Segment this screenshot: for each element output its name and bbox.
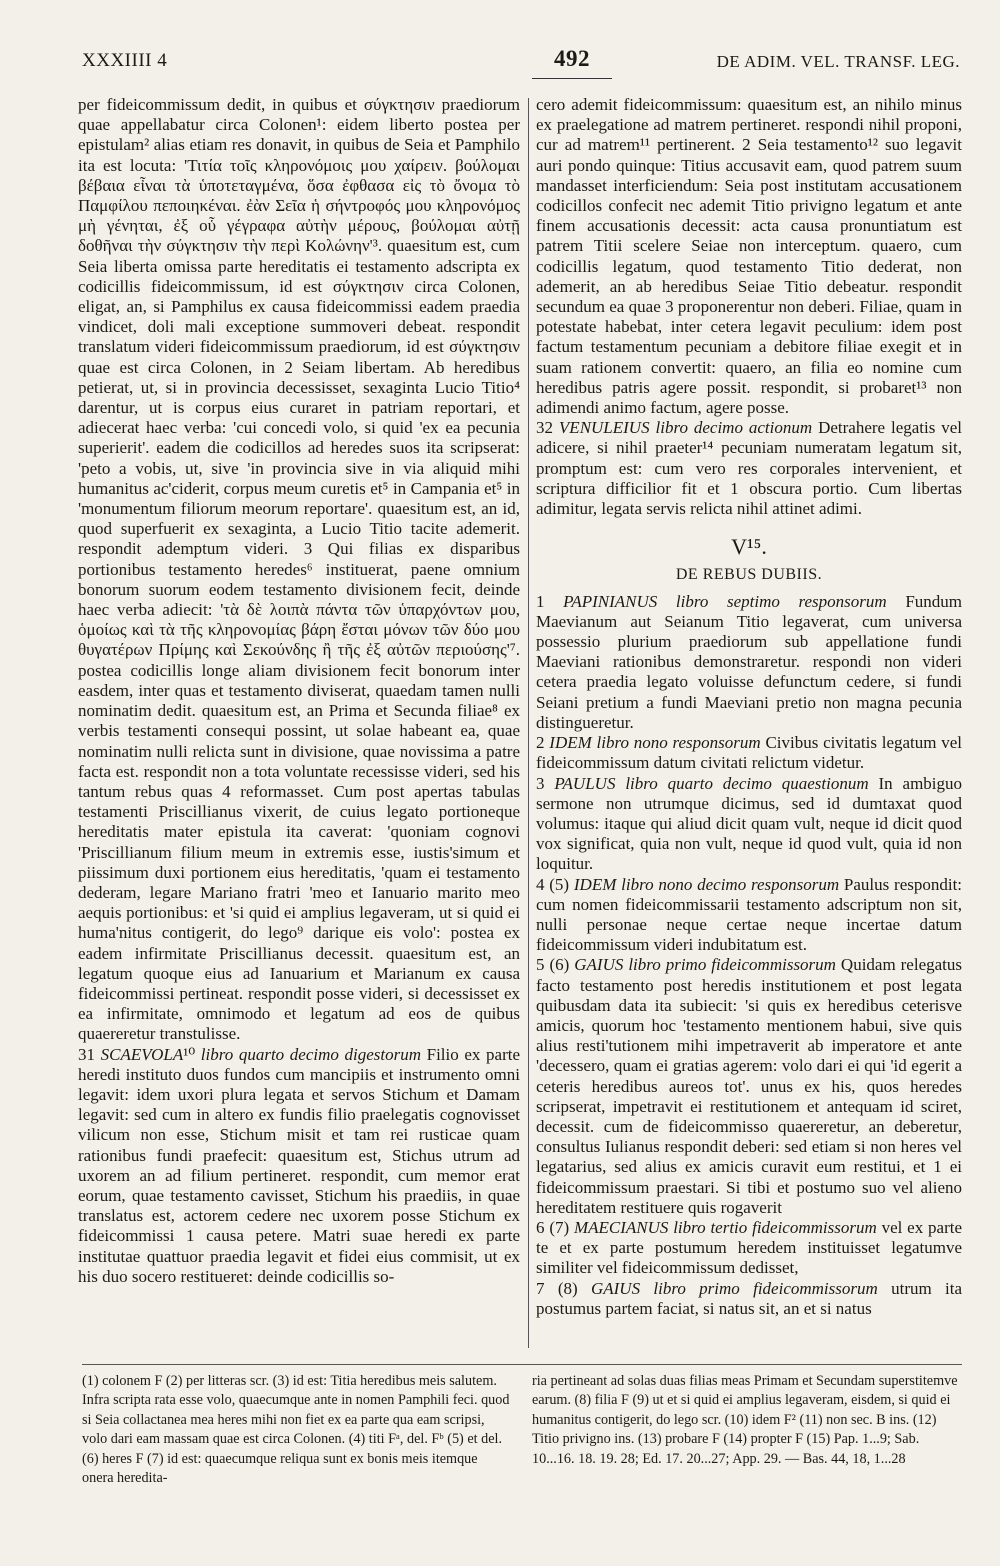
fragment-3-number: 3 (536, 773, 545, 793)
fragment-7-number: 7 (8) (536, 1278, 578, 1298)
fragment-1-text: Fundum Maevianum aut Seianum Titio legaverat, cum universa possessio plurium praediorum sub appellatione fundi Maeviani rationibus demonstraretur. respondi non videri cetera praedia legato voluisse defunctum cedere, si fundi Seiani pretium a fundi Maeviani pretio non magna pecunia distingueretur. (536, 591, 962, 732)
right-column (536, 95, 962, 1360)
section-31-work: libro quarto decimo digestorum (200, 1044, 421, 1064)
page-number: 492 (554, 46, 590, 71)
fragment-6-author: MAECIANUS (573, 1217, 669, 1237)
fragment-7-text: utrum ita postumus partem faciat, si natus sit, an et si natus (536, 1278, 962, 1318)
fragment-6-number: 6 (7) (536, 1217, 570, 1237)
footnotes-left-text: (1) colonem F (2) per litteras scr. (3) id est: Titia heredibus meis salutem. Infra scripta rata esse volo, quaecumque ante in nomen Pamphili feci. quod si Seia collactanea mea heres mihi non fiet ex ea parte qua eam scripsi, volo dari eam massam quae est circa Colonen. (4) titi Fᵃ, del. Fᵇ (5) et del. (6) heres F (7) id est: quaecumque reliqua sunt ex bonis meis itemque onera heredita- (82, 1373, 510, 1487)
page-number-rule (532, 78, 612, 79)
fragment-1-author: PAPINIANUS (563, 591, 658, 611)
running-header (82, 44, 960, 84)
fragment-3-work: libro quarto decimo quaestionum (625, 773, 869, 793)
fragment-1-number: 1 (536, 591, 545, 611)
right-column-text: cero ademit fideicommissum: quaesitum est, an nihilo minus ex praelegatione ad matrem pertineret. respondi nihil proponi, cur ad matrem¹¹ pertinerent. 2 Seia testamento¹² suo legavit auri pondo quinque: Titius accusavit eam, quod patrem suum mandasset interficiendum: Seia post institutam accusationem codicillos confecit nec ademit Titio privigno legatum et ante finem accusationis decessit: acta causa pronuntiatum est patrem Titii scelere Seiae non interceptum. quaero, cum codicillis legatum, quod testamento Titio dederat, non ademerit, an ab heredibus Seiae Titio debeatur. respondit secundum ea quae 3 proponerentur non deberi. Filiae, quam in potestate habebat, inter cetera legavit peculium: idem post factum testamentum pecuniam a debitore filiae exegit et in suam rationem convertit: quaero, an filia eo nomine cum heredibus patris agere possit. respondit, si probaret¹³ non adimendi animo factum, agere posse. (536, 95, 962, 418)
header-book-reference: XXXIIII 4 (82, 50, 168, 71)
fragment-7-work: libro primo fideicommissorum (653, 1278, 878, 1298)
title-heading (536, 534, 962, 585)
section-31-author: SCAEVOLA (100, 1044, 184, 1064)
fragment-3-text: In ambiguo sermone non utrumque dicimus, sed id dumtaxat quod volumus: itaque qui aliud dicit quam vult, neque id dicit quod vox significat, quia non vult, neque id quod vult, quia id non loquitur. (536, 773, 962, 874)
section-32-text: Detrahere legatis vel adicere, si nihil praeter¹⁴ pecuniam numeratam legatum sit, promptum est: cum vero res corporales intervenient, et scriptura difficilior fit et 1 obscura portio. Cum libertas adimitur, legata servis relicta nihil attinet adimi. (536, 418, 962, 519)
title-name: DE REBUS DUBIIS. (675, 566, 823, 584)
section-31-number: 31 (78, 1044, 95, 1064)
footnote-rule (82, 1364, 962, 1365)
fragment-6-text: vel ex parte te et ex parte postumum heredem instituisset legatumve similiter vel fideicommissum dedisset, (536, 1217, 962, 1278)
section-31 (78, 1045, 520, 1287)
section-32-author: VENULEIUS (558, 418, 650, 438)
fragment-5-work: libro primo fideicommissorum (628, 955, 836, 975)
fragment-4-author: IDEM (573, 874, 617, 894)
title-number: V¹⁵. (731, 534, 767, 560)
section-32-number: 32 (536, 418, 553, 438)
fragment-5-text: Quidam relegatus facto testamento post heredis institutionem et post legata quibusdam data ita subiecit: 'si quis ex heredibus ceterisve amicis, quorum hoc 'testamento mentionem habui, sive quis alius resti'tutionem mihi impetraverit ab imperatore et ante 'decessero, quam ei gratias agerem: volo dari ei qui 'id egerit a ceteris heredibus aureos tot'. unus ex his, quos heredes scripserat, impetravit ei restitutionem et antequam id sciret, decessit. cum de fideicommisso quaereretur, an deberetur, consultus Iulianus respondit deberi: sed etiam si non heres vel legatarius, sed alius ex amicis curavit eum restitui, et 1 ei fideicommissum praestari. Si tibi et postumo suo vel alieno hereditatem restituere quis rogaverit (536, 955, 962, 1217)
fragment-6-work: libro tertio fideicommissorum (673, 1217, 877, 1237)
fragment-7-author: GAIUS (590, 1278, 641, 1298)
footnotes-right-text: ria pertineant ad solas duas filias meas Primam et Secundam superstitemve earum. (8) filia F (9) ut et si quid ei amplius legaveram, eisdem, si quid ei humanitus contigerit, do lego scr. (10) idem F² (11) non sec. B ins. (12) Titio privigno ins. (13) probare F (14) propter F (15) Pap. 1...9; Sab. 10...16. 18. 19. 28; Ed. 17. 20...27; App. 29. — Bas. 44, 18, 1...28 (532, 1373, 958, 1467)
fragment-5-author: GAIUS (574, 955, 624, 975)
fragment-1-work: libro septimo responsorum (675, 591, 887, 611)
left-column-text: per fideicommissum dedit, in quibus et σύγκτησιν praediorum quae appellabatur circa Colonen¹: eidem liberto postea per epistulam² alias etiam res donavit, in quibus de Seia et Pamphilo ita est locuta: 'Τιτία τοῖς κληρονόμοις μου χαίρειν. βούλομαι βέβαια εἶναι τὰ ὑποτεταγμένα, ὅσα ἐφθασα εἰς τὸ ὄνομα τὸ Παμφίλου πεποιηκέναι. ἐὰν Σεῖα ἡ σήντροφός μου κληρονόμος μὴ γένηται, ἐξ οὗ γέγραφα αὐτὴν μέρους, βούλομαι αὐτῇ δοθῆναι τὴν σύγκτησιν τὴν περὶ Κολώνην'³. quaesitum est, cum Seia liberta omissa parte hereditatis ei testamento adscripta ex codicillis fideicommissum, id est σύγκτησιν circa Colonen, eligat, an, si Pamphilus ex causa fideicommissi eadem praedia vindicet, doli mali exceptione summoveri debeat. respondit translatum videri fideicommissum praediorum, id est σύγκτησιν quae est circa Colonen, in 2 Seiam libertam. Ab heredibus petierat, ut, si in provincia decessisset, sexaginta Lucio Titio⁴ darentur, ut is corpus eius curaret in patriam reportari, et adiecerat haec verba: 'cui concedi volo, si quid 'ex ea pecunia superierit'. eadem die codicillos ad heredes suos ita scripserat: 'peto a vobis, ut, sive 'in provincia sive in via aliquid mihi humanitus ac'ciderit, corpus meum curetis et⁵ in Campania et⁵ in 'monumentum filiorum meorum reportare'. quaesitum est, an id, quod superfuerit ex sexaginta, a Lucio Titio tacite ademerit. respondit ademptum videri. 3 Qui filias ex disparibus portionibus testamento heredes⁶ instituerat, paene omnium bonorum suorum eodem testamento divisionem fecit, deinde haec verba adiecit: 'τὰ δὲ λοιπὰ πάντα τῶν ὑπαρχόντων μου, ὁμοίως καὶ τὰ τῆς κληρονομίας βάρη ἔσται μόνων τῶν δύο μου θυγατέρων Πρίμης καὶ Σεκούνδης ἢ τῆς ἐξ αὐτῶν περιούσης'⁷. postea codicillis longe aliam divisionem fecit bonorum inter easdem, inter quas et testamento diviserat, quaedam tamen nulli nominatim dedit. quaesitum est, an Prima et Secunda filiae⁸ ex verbis testamenti consequi possint, ut solae habeant ea, quae nominatim nulli relicta sunt in divisione, quae novissima a patre facta est. respondit non a tota voluntate recessisse videri, sed his tantum rebus quas 4 reformasset. Cum post apertas tabulas testamenti Priscillianus vixerit, de cuius legato portioneque hereditatis mater epistula ita caverat: 'quoniam cognovi 'Priscillianum filium meum in extremis esse, iustis'simum et piissimum duxi portionem eius hereditatis, 'quam ei testamento dederam, legare Mariano fratri 'meo et Ianuario marito meo aequis portionibus: et 'si quid ei amplius legaveram, ut si quid ei huma'nitus contigerit, do lego⁹ darique eis volo': postea ex eadem infirmitate Priscillianus decessit. quaesitum est, an legatum quoque eius ad Ianuarium et Marianum ex causa fideicommissi pertineat. respondit posse videri, si decessisset ex ea infirmitate, omnimodo et legatum ad eos de quibus quaereretur transtulisse. (78, 95, 520, 1044)
fragment-7 (536, 1279, 962, 1319)
fragment-4-work: libro nono decimo responsorum (621, 874, 840, 894)
footnotes-left (82, 1372, 512, 1557)
section-32-work: libro decimo actionum (655, 418, 813, 438)
left-column (78, 95, 520, 1360)
section-31-footnote-ref: ¹⁰ (183, 1044, 196, 1064)
fragment-4 (536, 875, 962, 956)
fragment-2-work: libro nono responsorum (596, 733, 761, 753)
fragment-3-author: PAULUS (554, 773, 616, 793)
fragment-3 (536, 774, 962, 875)
fragment-2 (536, 733, 962, 773)
fragment-2-number: 2 (536, 733, 545, 753)
fragment-1 (536, 592, 962, 733)
section-31-text: Filio ex parte heredi instituto duos fundos cum mancipiis et instrumento omni legavit: idem uxori plura legata et servos Stichum et Damam legavit: sed cum in altero ex fundis filio praelegatis cognovisset vilicum non esse, Stichum misit et tam rei rusticae quam rationibus fundi praefecit: quaesitum est, Stichus utrum ad uxorem an ad filium pertineret. respondit, cum memor erat eorum, quae testamento cavisset, Stichum his praediis, in quae translatus est, actorem cedere nec uxorem posse Stichum ex fideicommissi 1 causa petere. Matri suae heredi ex parte institutae quattuor praedia legavit et fidei eius commisit, ut ex his duo socero restitueret: deinde codicillis so- (78, 1044, 520, 1286)
fragment-5-number: 5 (6) (536, 955, 570, 975)
fragment-4-text: Paulus respondit: cum nomen fideicommissarii testamento adscriptum non sit, nulli personae neque certae neque incertae datum fideicommissum videri indubitatum est. (536, 874, 962, 955)
header-title: DE ADIM. VEL. TRANSF. LEG. (716, 52, 960, 71)
section-32 (536, 418, 962, 519)
fragment-6 (536, 1218, 962, 1279)
fragment-2-text: Civibus civitatis legatum vel fideicommissum datum civitati relictum videtur. (536, 733, 962, 773)
fragment-4-number: 4 (5) (536, 874, 570, 894)
column-divider (528, 98, 529, 1348)
fragment-5 (536, 955, 962, 1218)
fragment-2-author: IDEM (549, 733, 592, 753)
footnotes-right (532, 1372, 962, 1557)
